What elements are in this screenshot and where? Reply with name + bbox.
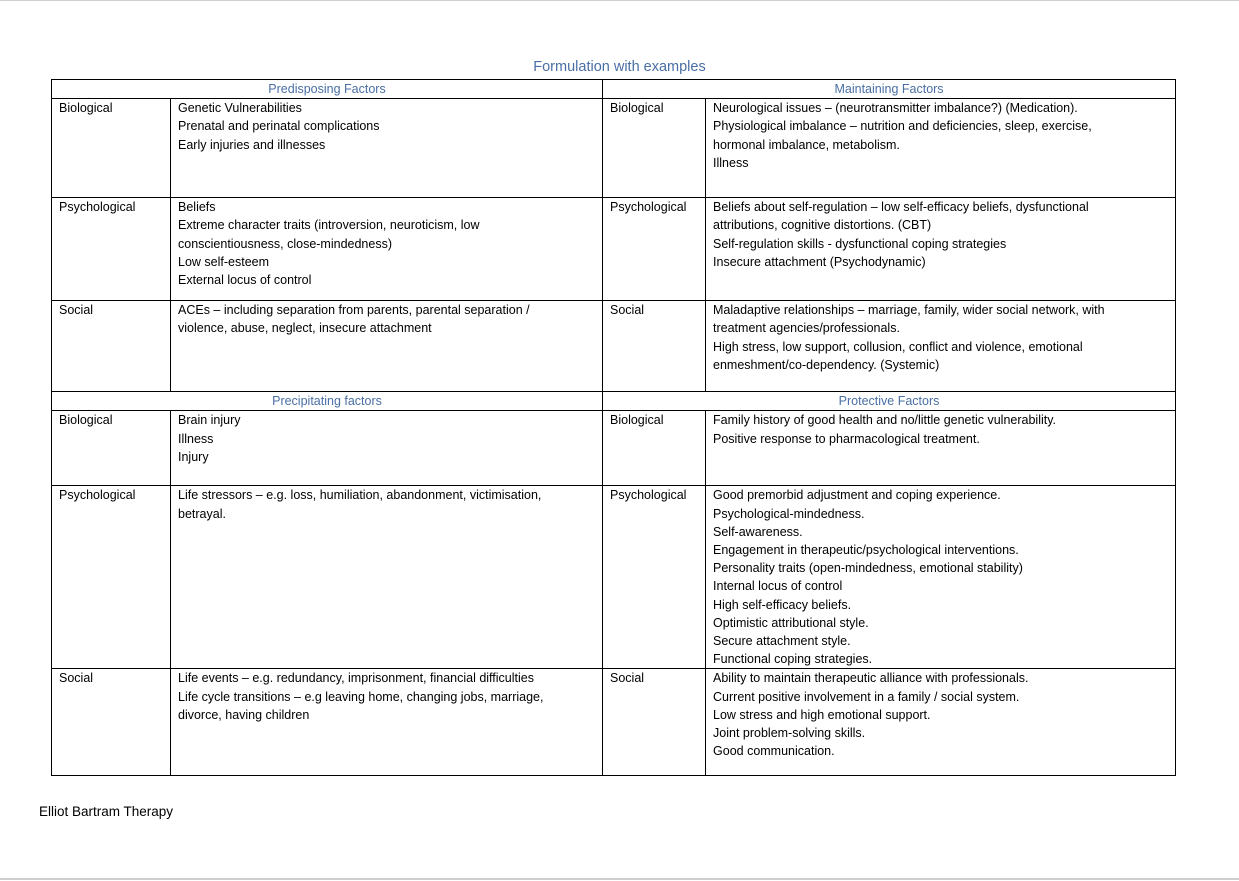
cell-line: Injury bbox=[178, 449, 209, 464]
maintaining-psychological-cell bbox=[706, 198, 1176, 301]
cell-line: Neurological issues – (neurotransmitter imbalance?) (Medication). bbox=[713, 101, 1078, 116]
cell-line: Personality traits (open-mindedness, emotional stability) bbox=[713, 561, 1023, 576]
cell-line: Good premorbid adjustment and coping experience. bbox=[713, 488, 1001, 503]
cell-line: Low self-esteem bbox=[178, 254, 270, 269]
maintaining-social-cell bbox=[706, 301, 1176, 392]
cell-line: Life cycle transitions – e.g leaving home, changing jobs, marriage, bbox=[178, 689, 544, 704]
precipitating-row-label: Psychological bbox=[52, 486, 171, 669]
cell-line: Functional coping strategies. bbox=[713, 652, 873, 667]
cell-line: Beliefs about self-regulation – low self-efficacy beliefs, dysfunctional bbox=[713, 200, 1089, 215]
cell-line: Genetic Vulnerabilities bbox=[178, 101, 302, 116]
precipitating-row-label: Social bbox=[52, 669, 171, 776]
cell-line: Prenatal and perinatal complications bbox=[178, 119, 380, 134]
cell-line: enmeshment/co-dependency. (Systemic) bbox=[713, 357, 940, 372]
cell-line: Family history of good health and no/little genetic vulnerability. bbox=[713, 413, 1057, 428]
cell-line: Beliefs bbox=[178, 200, 216, 215]
cell-line: Engagement in therapeutic/psychological interventions. bbox=[713, 543, 1019, 558]
cell-line: Optimistic attributional style. bbox=[713, 615, 869, 630]
maintaining-heading: Maintaining Factors bbox=[603, 80, 1176, 99]
formulation-table bbox=[51, 79, 1176, 776]
maintaining-biological-cell bbox=[706, 99, 1176, 198]
cell-line: External locus of control bbox=[178, 273, 312, 288]
precipitating-biological-cell bbox=[171, 411, 603, 486]
document-title: Formulation with examples bbox=[533, 59, 706, 75]
cell-line: Internal locus of control bbox=[713, 579, 843, 594]
header-row-top bbox=[52, 80, 1176, 99]
maintaining-row-label: Psychological bbox=[603, 198, 706, 301]
cell-line: Illness bbox=[178, 431, 214, 446]
cell-line: treatment agencies/professionals. bbox=[713, 321, 900, 336]
table-row bbox=[52, 99, 1176, 198]
cell-line: Life events – e.g. redundancy, imprisonment, financial difficulties bbox=[178, 671, 534, 686]
protective-psychological-cell bbox=[706, 486, 1176, 669]
cell-line: Maladaptive relationships – marriage, family, wider social network, with bbox=[713, 303, 1105, 318]
cell-line: Illness bbox=[713, 155, 749, 170]
cell-line: Good communication. bbox=[713, 744, 835, 759]
cell-line: Life stressors – e.g. loss, humiliation, abandonment, victimisation, bbox=[178, 488, 542, 503]
header-row-bottom bbox=[52, 392, 1176, 411]
cell-line: attributions, cognitive distortions. (CBT) bbox=[713, 218, 932, 233]
precipitating-row-label: Biological bbox=[52, 411, 171, 486]
cell-line: Self-regulation skills - dysfunctional coping strategies bbox=[713, 236, 1007, 251]
cell-line: Low stress and high emotional support. bbox=[713, 707, 931, 722]
cell-line: Insecure attachment (Psychodynamic) bbox=[713, 254, 926, 269]
predisposing-row-label: Psychological bbox=[52, 198, 171, 301]
cell-line: hormonal imbalance, metabolism. bbox=[713, 137, 900, 152]
table-row bbox=[52, 301, 1176, 392]
cell-line: Positive response to pharmacological treatment. bbox=[713, 431, 980, 446]
cell-line: violence, abuse, neglect, insecure attachment bbox=[178, 321, 432, 336]
cell-line: divorce, having children bbox=[178, 707, 310, 722]
protective-row-label: Social bbox=[603, 669, 706, 776]
cell-line: Ability to maintain therapeutic alliance with professionals. bbox=[713, 671, 1029, 686]
cell-line: Early injuries and illnesses bbox=[178, 137, 326, 152]
cell-line: High stress, low support, collusion, conflict and violence, emotional bbox=[713, 339, 1083, 354]
maintaining-row-label: Biological bbox=[603, 99, 706, 198]
bottom-rule bbox=[0, 878, 1239, 880]
protective-biological-cell bbox=[706, 411, 1176, 486]
predisposing-biological-cell bbox=[171, 99, 603, 198]
cell-line: Self-awareness. bbox=[713, 524, 803, 539]
cell-line: High self-efficacy beliefs. bbox=[713, 597, 852, 612]
cell-line: ACEs – including separation from parents, parental separation / bbox=[178, 303, 530, 318]
cell-line: Extreme character traits (introversion, neuroticism, low bbox=[178, 218, 480, 233]
predisposing-heading: Predisposing Factors bbox=[52, 80, 603, 99]
predisposing-row-label: Biological bbox=[52, 99, 171, 198]
cell-line: Brain injury bbox=[178, 413, 241, 428]
table-row bbox=[52, 669, 1176, 776]
protective-heading: Protective Factors bbox=[603, 392, 1176, 411]
cell-line: Secure attachment style. bbox=[713, 634, 851, 649]
table-row bbox=[52, 198, 1176, 301]
table-row bbox=[52, 486, 1176, 669]
cell-line: Psychological-mindedness. bbox=[713, 506, 865, 521]
protective-social-cell bbox=[706, 669, 1176, 776]
cell-line: Joint problem-solving skills. bbox=[713, 726, 866, 741]
predisposing-social-cell bbox=[171, 301, 603, 392]
cell-line: conscientiousness, close-mindedness) bbox=[178, 236, 392, 251]
table-row bbox=[52, 411, 1176, 486]
precipitating-psychological-cell bbox=[171, 486, 603, 669]
maintaining-row-label: Social bbox=[603, 301, 706, 392]
cell-line: Physiological imbalance – nutrition and deficiencies, sleep, exercise, bbox=[713, 119, 1092, 134]
cell-line: Current positive involvement in a family / social system. bbox=[713, 689, 1020, 704]
predisposing-row-label: Social bbox=[52, 301, 171, 392]
top-rule bbox=[0, 0, 1239, 1]
cell-line: betrayal. bbox=[178, 506, 226, 521]
predisposing-psychological-cell bbox=[171, 198, 603, 301]
footer-text: Elliot Bartram Therapy bbox=[39, 804, 174, 819]
precipitating-social-cell bbox=[171, 669, 603, 776]
precipitating-heading: Precipitating factors bbox=[52, 392, 603, 411]
protective-row-label: Biological bbox=[603, 411, 706, 486]
protective-row-label: Psychological bbox=[603, 486, 706, 669]
